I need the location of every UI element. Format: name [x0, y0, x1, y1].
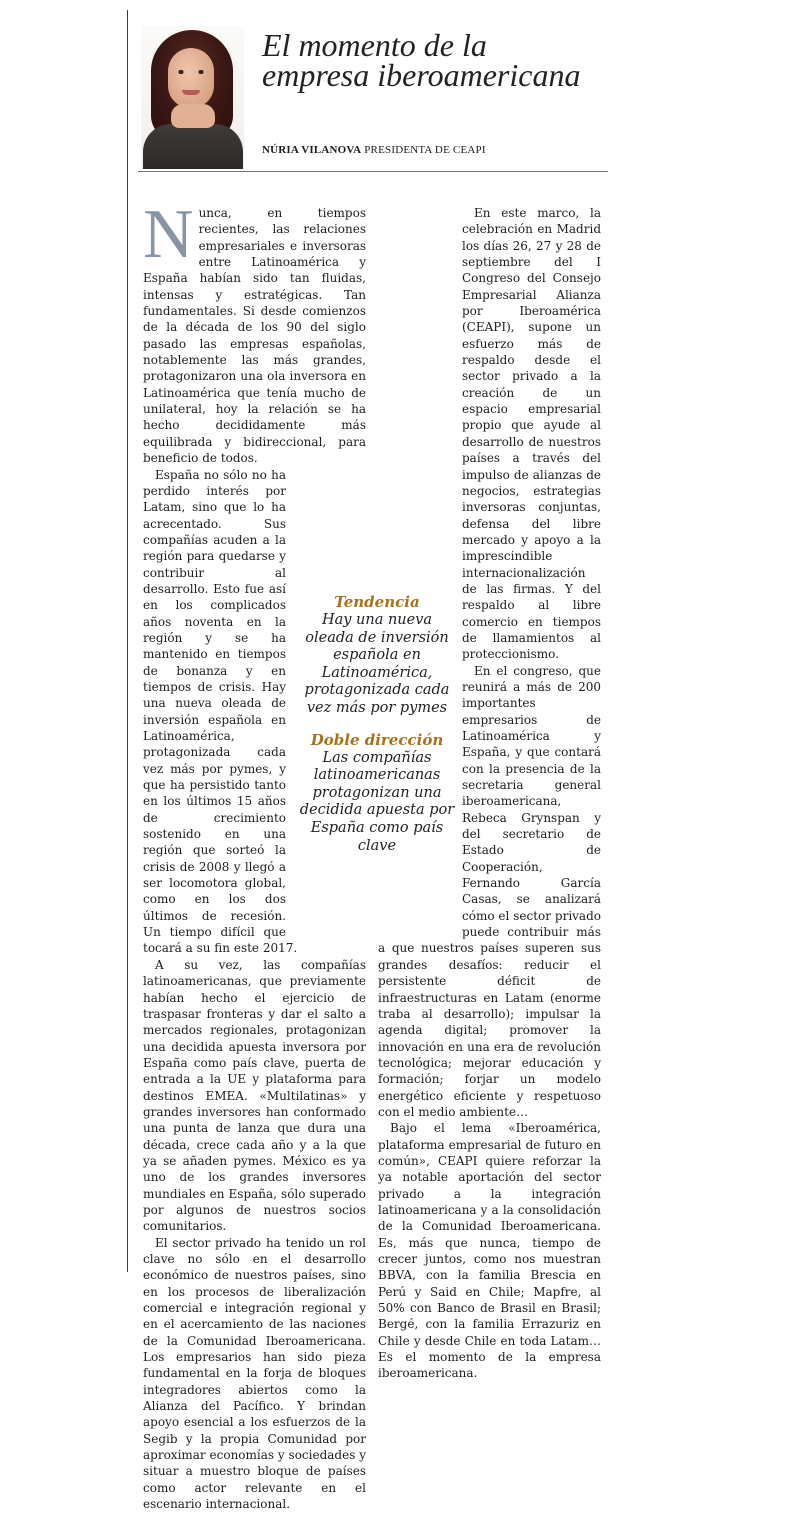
author-photo	[141, 26, 244, 169]
pullquote-text: Hay una nueva oleada de inversión española en Latinoamérica, protagonizada cada vez más por pymes	[304, 612, 450, 716]
column-rule-left	[127, 10, 128, 1272]
author-role: PRESIDENTA DE CEAPI	[364, 144, 486, 156]
headline: El momento de la empresa iberoamericana	[262, 27, 581, 93]
author-name: NÚRIA VILANOVA	[262, 144, 362, 156]
header-rule	[138, 171, 608, 172]
paragraph-7: Bajo el lema «Iberoamérica, plataforma empresarial de futuro en común», CEAPI quiere reforzar la ya notable aportación del sector privado a la integración latinoamericana y a la consolidación de la Comunidad Iberoamericana. Es, más que nunca, tiempo de crecer juntos, como nos muestran BBVA, con la familia Brescia en Perú y Said en Chile; Mapfre, al 50% con Banco de Brasil en Brasil; Bergé, con la familia Errazuriz en Chile y desde Chile en toda Latam… Es el momento de la empresa iberoamericana.	[378, 1121, 601, 1381]
paragraph-3: A su vez, las compañías latinoamericanas, que previamente habían hecho el ejercicio de traspasar fronteras y dar el salto a mercados regionales, protagonizan una decidida apuesta inversora por España como país clave, puerta de entrada a la UE y plataforma para destinos EMEA. «Multilatinas» y grandes inversores han conformado una punta de lanza que dura una década, crece cada año y a la que ya se añaden pymes. México es ya uno de los grandes inversores mundiales en España, sólo superado por algunos de nuestros socios comunitarios.	[143, 957, 366, 1234]
pullquote-text: Las compañías latinoamericanas protagonizan una decidida apuesta por España como país clave	[299, 749, 455, 854]
paragraph-5: En este marco, la celebración en Madrid los días 26, 27 y 28 de septiembre del I Congreso del Consejo Empresarial Alianza por Iberoamérica (CEAPI), supone un esfuerzo más de respaldo desde el sector privado a la creación de un espacio empresarial propio que ayude al desarrollo de nuestros países a través del impulso de alianzas de negocios, estrategias inversoras conjuntas, defensa del libre mercado y apoyo a la imprescindible internacionalización de las firmas. Y del respaldo al libre comercio en tiempos de llamamientos al proteccionismo.	[462, 206, 601, 662]
byline	[262, 144, 486, 156]
paragraph-2: España no sólo no ha perdido interés por Latam, sino que lo ha acrecentado. Sus compañías acuden a la región para quedarse y contribuir al desarrollo. Esto fue así en los complicados años noventa en la región y se ha mantenido en tiempos de bonanza y en tiempos de crisis. Hay una nueva oleada de inversión española en Latinoamérica, protagonizada cada vez más por pymes, y que ha persistido tanto en los últimos 15 años de crecimiento sostenido en una región que sorteó la crisis de 2008 y llegó a ser locomotora global, como en los dos últimos de recesión. Un tiempo difícil que tocará a su fin este 2017.	[143, 467, 298, 956]
paragraph-4: El sector privado ha tenido un rol clave no sólo en el desarrollo económico de nuestros países, sino en los procesos de liberalización comercial e integración regional y en el acercamiento de las naciones de la Comunidad Iberoamericana. Los empresarios han sido pieza fundamental en la forja de bloques integradores abiertos como la Alianza del Pacífico. Y brindan apoyo esencial a los esfuerzos de la Segib y la propia Comunidad por aproximar economías y sociedades y situar a muestro bloque de países como actor relevante en el escenario internacional.	[143, 1235, 366, 1512]
pullquote-label: Tendencia	[334, 593, 420, 611]
paragraph-1: unca, en tiempos recientes, las relaciones empresariales e inversoras entre Latinoamérica y España habían sido tan fluidas, intensas y estratégicas. Tan fundamentales. Si desde comienzos de la década de los 90 del siglo pasado las empresas españolas, notablemente las más grandes, protagonizaron una ola inversora en Latinoamérica que tenía mucho de unilateral, hoy la relación se ha hecho decididamente más equilibrada y bidireccional, para beneficio de todos.	[143, 206, 366, 466]
pullquote-box	[299, 592, 455, 855]
pullquote-label: Doble dirección	[310, 730, 444, 749]
paragraph-6: En el congreso, que reunirá a más de 200 importantes empresarios de Latinoamérica y España, y que contará con la presencia de la secretaria general iberoamericana, Rebeca Grynspan y del secretario de Estado de Cooperación, Fernando García Casas, se analizará cómo el sector privado puede contribuir más a que nuestros países superen sus grandes desafíos: reducir el persistente déficit de infraestructuras en Latam (enorme traba al desarrollo); impulsar la agenda digital; promover la innovación en una era de revolución tecnológica; mejorar educación y formación; forjar un modelo energético eficiente y respetuoso con el medio ambiente…	[378, 663, 601, 1119]
dropcap: N	[143, 196, 194, 273]
